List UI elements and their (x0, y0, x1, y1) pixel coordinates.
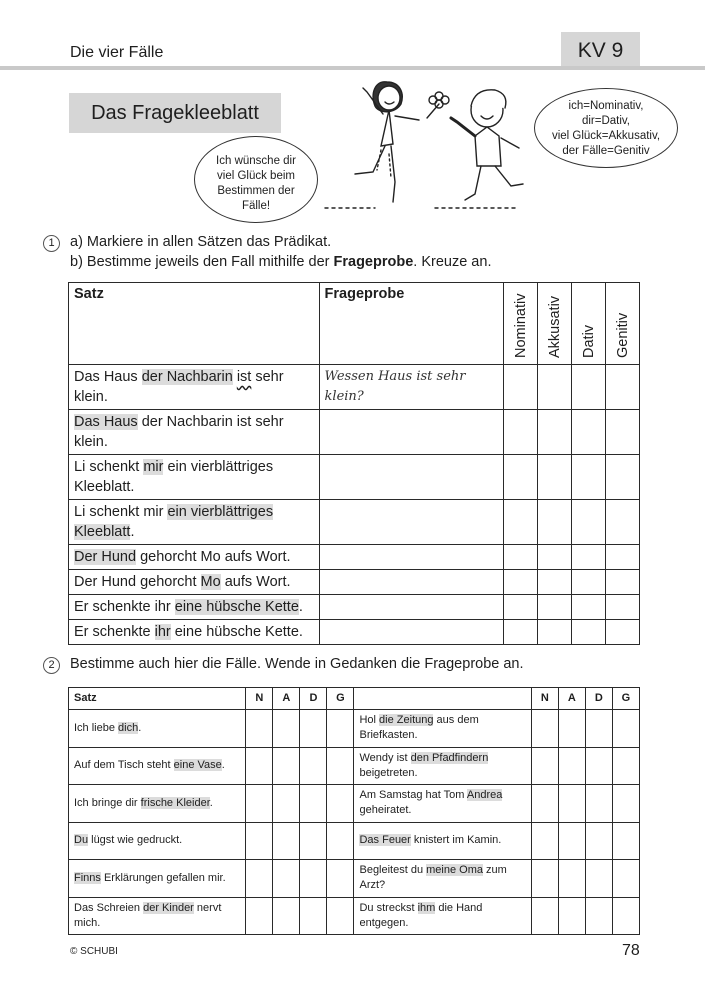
checkbox-akkusativ[interactable] (538, 620, 572, 645)
highlighted-phrase: Mo (200, 574, 221, 590)
sentence-text: Ich liebe (74, 721, 119, 734)
frageprobe-cell[interactable] (319, 595, 504, 620)
bubble-line: viel Glück=Akkusativ, (551, 130, 661, 142)
checkbox-dativ[interactable] (572, 545, 606, 570)
col-header-satz: Satz (69, 688, 246, 710)
checkbox-a[interactable] (558, 860, 585, 898)
checkbox-dativ[interactable] (572, 620, 606, 645)
highlighted-phrase: dich (118, 721, 139, 734)
col-header-dativ (572, 283, 606, 365)
page-header-title: Die vier Fälle (70, 44, 164, 61)
col-header-akkusativ (538, 283, 572, 365)
checkbox-genitiv[interactable] (606, 545, 640, 570)
checkbox-g[interactable] (612, 897, 639, 935)
instruction-text: b) Bestimme jeweils den Fall mithilfe der (70, 254, 334, 270)
table-row (69, 365, 640, 410)
sentence-text: der Nachbarin ist sehr klein. (74, 414, 284, 450)
col-header-a: A (558, 688, 585, 710)
task1-instruction-a: a) Markiere in allen Sätzen das Prädikat. (70, 234, 332, 250)
checkbox-g[interactable] (612, 822, 639, 860)
sentence-cell (69, 410, 320, 455)
sentence-cell (69, 570, 320, 595)
checkbox-a[interactable] (558, 785, 585, 823)
highlighted-phrase: den Pfadfindern (410, 751, 489, 764)
checkbox-akkusativ[interactable] (538, 570, 572, 595)
checkbox-a[interactable] (558, 897, 585, 935)
sentence-text: Er schenkte ihr (74, 599, 175, 615)
frageprobe-cell[interactable] (319, 620, 504, 645)
predicate-mark: ist (236, 369, 252, 385)
highlighted-phrase: eine hübsche Kette (174, 599, 299, 615)
highlighted-phrase: die Zeitung (379, 714, 434, 727)
table-row (69, 545, 640, 570)
table-row (69, 410, 640, 455)
sentence-text: Li schenkt (74, 459, 144, 475)
sentence-text: . (298, 599, 303, 615)
sentence-text: Er schenkte (74, 624, 155, 640)
checkbox-g[interactable] (327, 897, 354, 935)
col-header-label: Akkusativ (546, 295, 563, 358)
checkbox-g[interactable] (327, 747, 354, 785)
sentence-text: aus dem Briefkasten. (359, 714, 479, 742)
task2-instruction: Bestimme auch hier die Fälle. Wende in Gedanken die Frageprobe an. (70, 656, 524, 672)
checkbox-g[interactable] (612, 747, 639, 785)
checkbox-genitiv[interactable] (606, 620, 640, 645)
checkbox-dativ[interactable] (572, 410, 606, 455)
instruction-bold: Frageprobe (333, 254, 414, 270)
col-header-nominativ (504, 283, 538, 365)
frageprobe-cell[interactable] (319, 410, 504, 455)
sentence-cell-right (354, 747, 531, 785)
sentence-cell-left (69, 897, 246, 935)
table-row (69, 710, 640, 748)
table-row (69, 747, 640, 785)
case-table-2 (68, 687, 640, 935)
sentence-text: lügst wie gedruckt. (88, 834, 183, 847)
col-header-n: N (531, 688, 558, 710)
sentence-text: gehorcht Mo aufs Wort. (136, 549, 291, 565)
checkbox-nominativ[interactable] (504, 455, 538, 500)
checkbox-g[interactable] (612, 710, 639, 748)
table-row (69, 595, 640, 620)
highlighted-phrase: mir (143, 459, 164, 475)
sentence-text: geheiratet. (359, 804, 412, 817)
checkbox-nominativ[interactable] (504, 620, 538, 645)
sentence-cell-right (354, 860, 531, 898)
copyright: © SCHUBI (70, 946, 118, 957)
col-header-g: G (327, 688, 354, 710)
checkbox-d[interactable] (585, 822, 612, 860)
bubble-line: Fälle! (241, 200, 271, 212)
highlighted-phrase: ein vierblättriges Kleeblatt (74, 504, 274, 540)
checkbox-d[interactable] (585, 710, 612, 748)
worksheet-code: KV 9 (561, 32, 640, 70)
bubble-line: ich=Nominativ, (568, 100, 644, 112)
checkbox-nominativ[interactable] (504, 570, 538, 595)
sentence-text: zum Arzt? (359, 864, 507, 892)
bubble-line: dir=Dativ, (581, 115, 631, 127)
sentence-text: Li schenkt mir (74, 504, 168, 520)
highlighted-phrase: Andrea (466, 789, 503, 802)
checkbox-nominativ[interactable] (504, 365, 538, 410)
checkbox-n[interactable] (531, 747, 558, 785)
checkbox-d[interactable] (300, 822, 327, 860)
col-header-label: Genitiv (614, 312, 631, 358)
sentence-text: . (221, 759, 225, 772)
checkbox-dativ[interactable] (572, 455, 606, 500)
sentence-cell-left (69, 785, 246, 823)
highlighted-phrase: Finns (74, 871, 101, 884)
highlighted-phrase: Das Haus (74, 414, 138, 430)
checkbox-n[interactable] (246, 785, 273, 823)
checkbox-genitiv[interactable] (606, 595, 640, 620)
checkbox-a[interactable] (273, 822, 300, 860)
checkbox-a[interactable] (273, 710, 300, 748)
checkbox-dativ[interactable] (572, 500, 606, 545)
checkbox-genitiv[interactable] (606, 455, 640, 500)
frageprobe-cell[interactable] (319, 455, 504, 500)
checkbox-a[interactable] (273, 747, 300, 785)
frageprobe-cell[interactable] (319, 545, 504, 570)
checkbox-akkusativ[interactable] (538, 595, 572, 620)
case-table-1 (68, 282, 640, 645)
sentence-text: Auf dem Tisch steht (74, 759, 174, 772)
table-row (69, 620, 640, 645)
checkbox-genitiv[interactable] (606, 500, 640, 545)
checkbox-a[interactable] (273, 785, 300, 823)
checkbox-genitiv[interactable] (606, 365, 640, 410)
checkbox-n[interactable] (531, 710, 558, 748)
checkbox-akkusativ[interactable] (538, 365, 572, 410)
checkbox-akkusativ[interactable] (538, 410, 572, 455)
frageprobe-cell[interactable]: Wessen Haus ist sehr klein? (319, 365, 504, 410)
checkbox-n[interactable] (531, 860, 558, 898)
checkbox-n[interactable] (531, 822, 558, 860)
checkbox-dativ[interactable] (572, 570, 606, 595)
table-row (69, 500, 640, 545)
sentence-text: Hol (359, 714, 380, 727)
frageprobe-cell[interactable] (319, 570, 504, 595)
col-header-a: A (273, 688, 300, 710)
sentence-cell (69, 365, 320, 410)
checkbox-g[interactable] (612, 785, 639, 823)
table-row (69, 455, 640, 500)
instruction-text: . Kreuze an. (413, 254, 492, 270)
highlighted-phrase: Das Feuer (359, 834, 411, 847)
page-number: 78 (622, 942, 640, 959)
checkbox-d[interactable] (585, 897, 612, 935)
table-row (69, 860, 640, 898)
sentence-cell-left (69, 747, 246, 785)
sentence-cell-left (69, 710, 246, 748)
table-header-row (69, 688, 640, 710)
checkbox-d[interactable] (585, 785, 612, 823)
table-row (69, 822, 640, 860)
checkbox-nominativ[interactable] (504, 410, 538, 455)
highlighted-phrase: der Kinder (143, 901, 194, 914)
col-header-satz: Satz (69, 283, 320, 365)
frageprobe-cell[interactable] (319, 500, 504, 545)
highlighted-phrase: der Nachbarin (141, 369, 233, 385)
checkbox-d[interactable] (300, 747, 327, 785)
table-row (69, 785, 640, 823)
bubble-line: der Fälle=Genitiv (562, 145, 650, 157)
highlighted-phrase: ihm (417, 901, 436, 914)
checkbox-n[interactable] (246, 747, 273, 785)
highlighted-phrase: ihr (154, 624, 171, 640)
checkbox-g[interactable] (327, 860, 354, 898)
checkbox-n[interactable] (246, 710, 273, 748)
col-header-d: D (300, 688, 327, 710)
checkbox-d[interactable] (300, 860, 327, 898)
checkbox-genitiv[interactable] (606, 570, 640, 595)
sentence-text: ein vierblättriges Kleeblatt. (74, 459, 274, 495)
sentence-text: knistert im Kamin. (410, 834, 502, 847)
highlighted-phrase: frische Kleider (140, 796, 210, 809)
sentence-text: beigetreten. (359, 766, 418, 779)
sentence-cell-right (354, 897, 531, 935)
checkbox-g[interactable] (327, 710, 354, 748)
checkbox-dativ[interactable] (572, 365, 606, 410)
topic-title: Das Fragekleeblatt (69, 93, 281, 133)
checkbox-d[interactable] (300, 897, 327, 935)
task-number: 2 (43, 657, 60, 674)
col-header-n: N (246, 688, 273, 710)
bubble-line: Bestimmen der (217, 185, 295, 197)
checkbox-genitiv[interactable] (606, 410, 640, 455)
sentence-text: sehr klein. (74, 369, 284, 405)
task1-instruction-b (70, 254, 491, 270)
sentence-text: . (130, 524, 135, 540)
checkbox-nominativ[interactable] (504, 545, 538, 570)
sentence-text: nervt mich. (74, 901, 222, 929)
children-illustration (315, 74, 545, 214)
sentence-text: Begleitest du (359, 864, 427, 877)
checkbox-g[interactable] (327, 785, 354, 823)
checkbox-a[interactable] (273, 897, 300, 935)
sentence-cell-right (354, 710, 531, 748)
sentence-text: aufs Wort. (220, 574, 291, 590)
sentence-text: . (138, 721, 142, 734)
bubble-line: viel Glück beim (217, 170, 295, 182)
highlighted-phrase: eine Vase (173, 759, 222, 772)
sentence-cell (69, 545, 320, 570)
sentence-text: Der Hund gehorcht (74, 574, 201, 590)
sentence-cell (69, 595, 320, 620)
sentence-text: Wendy ist (359, 751, 411, 764)
col-header-satz-right (354, 688, 531, 710)
checkbox-a[interactable] (558, 822, 585, 860)
checkbox-nominativ[interactable] (504, 595, 538, 620)
sentence-text: Erklärungen gefallen mir. (100, 871, 226, 884)
checkbox-g[interactable] (612, 860, 639, 898)
checkbox-g[interactable] (327, 822, 354, 860)
sentence-text: Das Schreien (74, 901, 144, 914)
speech-bubble-left (194, 136, 318, 223)
highlighted-phrase: Der Hund (74, 549, 137, 565)
checkbox-d[interactable] (300, 710, 327, 748)
checkbox-a[interactable] (558, 710, 585, 748)
col-header-label: Nominativ (512, 293, 529, 358)
highlighted-phrase: Du (74, 834, 89, 847)
sentence-text: Du streckst (359, 901, 418, 914)
sentence-text: Ich bringe dir (74, 796, 141, 809)
sentence-cell (69, 620, 320, 645)
checkbox-akkusativ[interactable] (538, 455, 572, 500)
checkbox-akkusativ[interactable] (538, 500, 572, 545)
sentence-cell-left (69, 822, 246, 860)
col-header-frageprobe: Frageprobe (319, 283, 504, 365)
table-header-row (69, 283, 640, 365)
checkbox-d[interactable] (585, 747, 612, 785)
sentence-text: die Hand entgegen. (359, 901, 483, 929)
highlighted-phrase: meine Oma (426, 864, 483, 877)
sentence-text: Das Haus (74, 369, 142, 385)
checkbox-d[interactable] (585, 860, 612, 898)
bubble-line: Ich wünsche dir (216, 155, 296, 167)
col-header-genitiv (606, 283, 640, 365)
sentence-cell (69, 455, 320, 500)
checkbox-n[interactable] (246, 897, 273, 935)
col-header-d: D (585, 688, 612, 710)
checkbox-d[interactable] (300, 785, 327, 823)
header-divider (0, 66, 705, 70)
col-header-g: G (612, 688, 639, 710)
checkbox-n[interactable] (531, 897, 558, 935)
sentence-cell-right (354, 785, 531, 823)
checkbox-akkusativ[interactable] (538, 545, 572, 570)
sentence-text: eine hübsche Kette. (170, 624, 303, 640)
speech-bubble-right (534, 88, 678, 168)
table-row (69, 570, 640, 595)
checkbox-dativ[interactable] (572, 595, 606, 620)
checkbox-a[interactable] (558, 747, 585, 785)
task-number: 1 (43, 235, 60, 252)
sentence-cell-right (354, 822, 531, 860)
checkbox-a[interactable] (273, 860, 300, 898)
sentence-text: . (209, 796, 213, 809)
sentence-cell-left (69, 860, 246, 898)
checkbox-n[interactable] (246, 860, 273, 898)
sentence-cell (69, 500, 320, 545)
sentence-text: Am Samstag hat Tom (359, 789, 467, 802)
checkbox-n[interactable] (531, 785, 558, 823)
col-header-label: Dativ (580, 324, 597, 358)
checkbox-nominativ[interactable] (504, 500, 538, 545)
table-row (69, 897, 640, 935)
checkbox-n[interactable] (246, 822, 273, 860)
